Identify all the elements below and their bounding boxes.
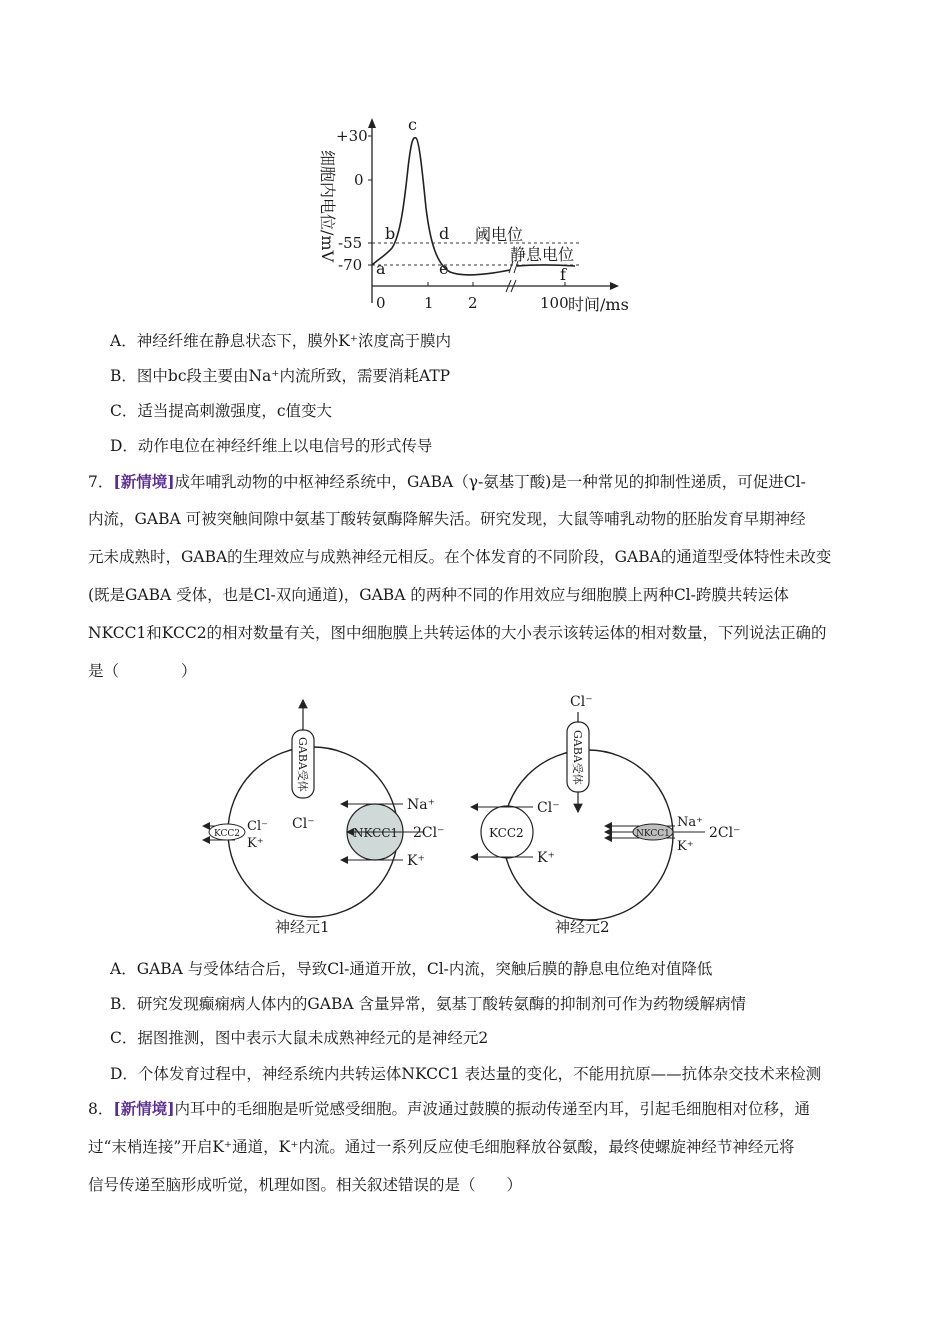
x-axis-arrow bbox=[610, 282, 619, 290]
q7-number: 7． bbox=[88, 473, 114, 491]
q7-line-6: 是（ ） bbox=[88, 662, 197, 680]
q7-line-1 bbox=[88, 471, 806, 493]
neuron1-2cl: 2Cl⁻ bbox=[413, 825, 445, 841]
q7-line-3: 元未成熟时，GABA的生理效应与成熟神经元相反。在个体发育的不同阶段，GABA的通道型受体特性未改变 bbox=[88, 548, 832, 566]
gaba-receptor-2-label: GABA受体 bbox=[571, 730, 584, 785]
y-axis-label-text: 细胞内电位/mV bbox=[318, 150, 337, 263]
ytick-minus70: -70 bbox=[338, 256, 363, 274]
q6-option-c: C．适当提高刺激强度，c值变大 bbox=[110, 402, 333, 420]
q6-option-a: A．神经纤维在静息状态下，膜外K⁺浓度高于膜内 bbox=[110, 332, 451, 350]
y-axis-label bbox=[318, 150, 337, 263]
neuron2-kcc2-cl: Cl⁻ bbox=[537, 800, 560, 816]
xtick-1: 1 bbox=[424, 294, 434, 312]
point-b: b bbox=[385, 224, 396, 243]
ytick-0: 0 bbox=[354, 171, 364, 189]
potential-curve-tail bbox=[517, 265, 575, 266]
q7-text-1: 成年哺乳动物的中枢神经系统中，GABA（γ-氨基丁酸)是一种常见的抑制性递质，可促进Cl- bbox=[174, 473, 806, 491]
nkcc1-small-label: NKCC1 bbox=[636, 829, 670, 839]
q8-line-2: 过“末梢连接”开启K⁺通道，K⁺内流。通过一系列反应使毛细胞释放谷氨酸，最终使螺旋神经节神经元将 bbox=[88, 1138, 795, 1156]
neuron1-kcc2-cl: Cl⁻ bbox=[247, 819, 268, 834]
q6-option-d: D．动作电位在神经纤维上以电信号的形式传导 bbox=[110, 437, 433, 455]
xtick-100: 100 bbox=[540, 294, 569, 312]
neuron2-cl-out: Cl⁻ bbox=[570, 694, 593, 710]
neuron2-2cl: 2Cl⁻ bbox=[709, 825, 741, 841]
point-e: e bbox=[439, 259, 449, 278]
y-axis-arrow bbox=[368, 118, 376, 128]
xtick-2: 2 bbox=[468, 294, 478, 312]
ytick-minus55: -55 bbox=[338, 234, 363, 252]
q7-option-a: A．GABA 与受体结合后，导致Cl-通道开放，Cl-内流，突触后膜的静息电位绝对值降低 bbox=[110, 960, 713, 978]
q8-text-1: 内耳中的毛细胞是听觉感受细胞。声波通过鼓膜的振动传递至内耳，引起毛细胞相对位移，通 bbox=[174, 1100, 811, 1118]
resting-label: 静息电位 bbox=[510, 245, 575, 264]
threshold-label: 阈电位 bbox=[475, 225, 524, 244]
neuron-1-label: 神经元1 bbox=[275, 918, 330, 935]
q7-option-b: B．研究发现癫痫病人体内的GABA 含量异常，氨基丁酸转氨酶的抑制剂可作为药物缓解病情 bbox=[110, 995, 746, 1013]
q7-line-4: (既是GABA 受体，也是Cl-双向通道)，GABA 的两种不同的作用效应与细胞膜上两种Cl-跨膜共转运体 bbox=[88, 586, 789, 604]
q7-option-d: D．个体发育过程中，神经系统内共转运体NKCC1 表达量的变化，不能用抗原——抗体杂交技术来检测 bbox=[110, 1065, 822, 1083]
gaba-receptor-1-label: GABA受体 bbox=[296, 737, 309, 792]
neuron1-cl-in: Cl⁻ bbox=[292, 816, 315, 832]
neuron-2 bbox=[471, 694, 741, 935]
neuron1-kcc2-k: K⁺ bbox=[247, 836, 264, 851]
neuron1-na: Na⁺ bbox=[407, 797, 435, 813]
q8-line-1 bbox=[88, 1098, 810, 1120]
x-axis-label: 时间/ms bbox=[568, 295, 629, 314]
nkcc1-large-label: NKCC1 bbox=[353, 826, 399, 840]
point-f: f bbox=[560, 265, 566, 284]
neuron-diagram bbox=[195, 690, 755, 935]
neuron2-kcc2-k: K⁺ bbox=[537, 850, 555, 866]
q8-number: 8． bbox=[88, 1100, 114, 1118]
neuron2-na: Na⁺ bbox=[677, 815, 703, 830]
neuron-1 bbox=[203, 700, 445, 935]
xtick-0: 0 bbox=[376, 294, 386, 312]
point-c: c bbox=[408, 115, 417, 134]
q8-line-3: 信号传递至脑形成听觉，机理如图。相关叙述错误的是（ ） bbox=[88, 1176, 523, 1194]
neuron-2-label: 神经元2 bbox=[555, 918, 610, 935]
q7-tag: [新情境] bbox=[113, 472, 175, 491]
ytick-plus30: +30 bbox=[336, 127, 368, 145]
q7-option-c: C．据图推测，图中表示大鼠未成熟神经元的是神经元2 bbox=[110, 1029, 489, 1047]
kcc2-small-label: KCC2 bbox=[214, 829, 240, 839]
point-a: a bbox=[376, 259, 386, 278]
axis-break bbox=[506, 261, 518, 292]
neuron2-k: K⁺ bbox=[677, 839, 694, 854]
point-d: d bbox=[439, 224, 450, 243]
q6-option-b: B．图中bc段主要由Na⁺内流所致，需要消耗ATP bbox=[110, 367, 451, 385]
potential-curve bbox=[372, 138, 510, 275]
q7-line-5: NKCC1和KCC2的相对数量有关，图中细胞膜上共转运体的大小表示该转运体的相对数量，下列说法正确的 bbox=[88, 624, 827, 642]
action-potential-graph bbox=[310, 108, 640, 323]
q8-tag: [新情境] bbox=[113, 1099, 175, 1118]
q7-line-2: 内流，GABA 可被突触间隙中氨基丁酸转氨酶降解失活。研究发现，大鼠等哺乳动物的胚胎发育早期神经 bbox=[88, 510, 806, 528]
neuron1-k: K⁺ bbox=[407, 853, 425, 869]
kcc2-large-label: KCC2 bbox=[489, 826, 524, 840]
